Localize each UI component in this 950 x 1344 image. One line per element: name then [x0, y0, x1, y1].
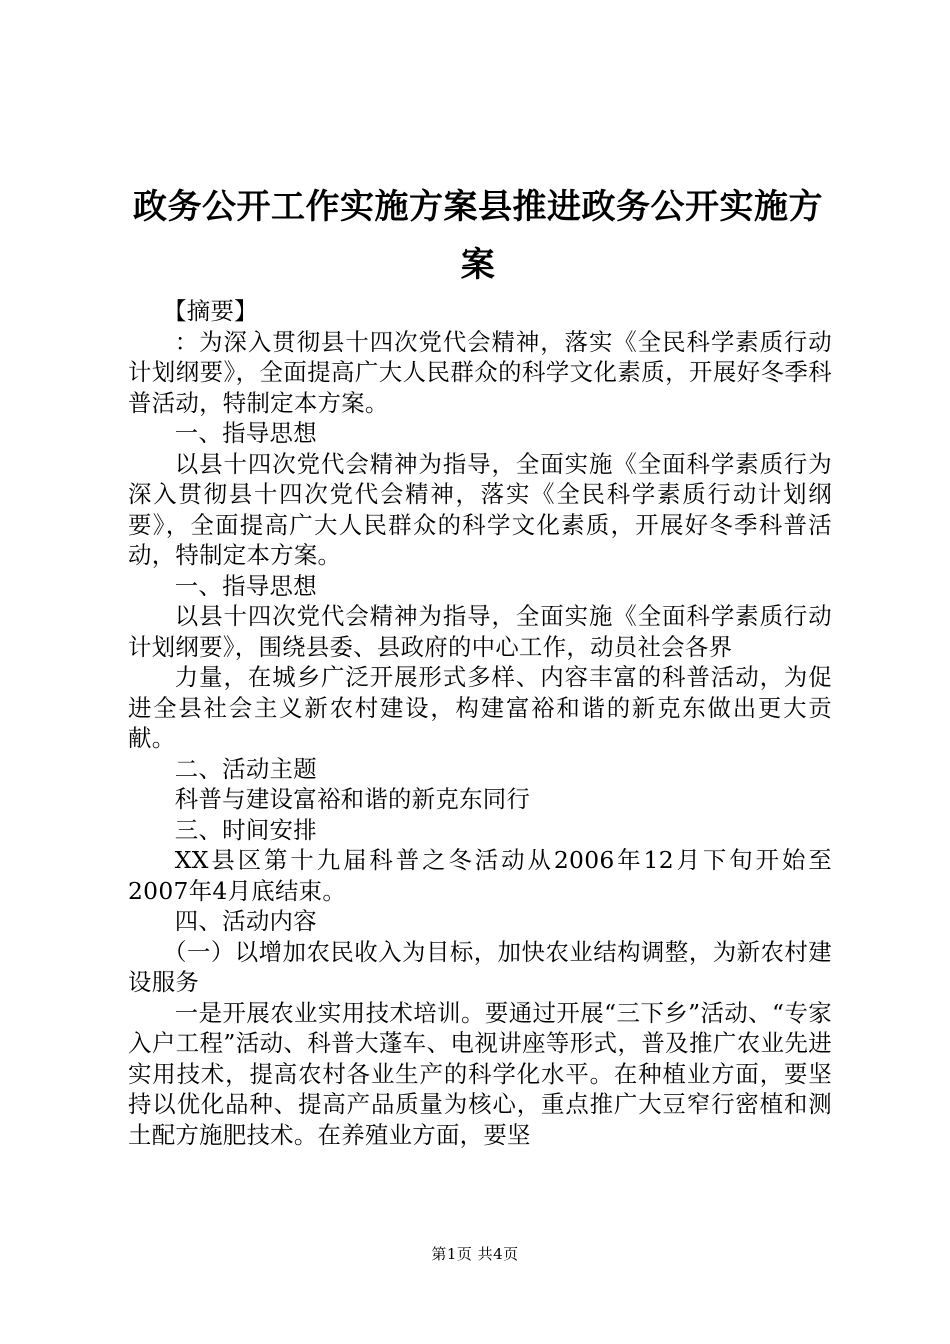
body-paragraph: 一、指导思想 [174, 571, 317, 600]
document-title: 政务公开工作实施方案县推进政务公开实施方案 [133, 187, 823, 285]
body-paragraph: 三、时间安排 [174, 815, 317, 844]
body-paragraph: 科普与建设富裕和谐的新克东同行 [174, 785, 531, 813]
body-paragraph: 四、活动内容 [174, 907, 317, 935]
body-paragraph: 【摘要】 [163, 297, 258, 325]
document-body [128, 296, 832, 1150]
body-paragraph: 二、活动主题 [174, 754, 317, 783]
body-paragraph: 力量，在城乡广泛开展形式多样、内容丰富的科普活动，为促进全县社会主义新农村建设，构建富裕和谐的新克东做出更大贡献。 [128, 663, 832, 752]
body-paragraph: XX县区第十九届科普之冬活动从2006年12月下旬开始至2007年4月底结束。 [128, 846, 832, 905]
body-paragraph: ：为深入贯彻县十四次党代会精神，落实《全民科学素质行动计划纲要》，全面提高广大人民群众的科学文化素质，开展好冬季科普活动，特制定本方案。 [128, 327, 832, 417]
body-paragraph: 一是开展农业实用技术培训。要通过开展“三下乡”活动、“专家入户工程”活动、科普大蓬车、电视讲座等形式，普及推广农业先进实用技术，提高农村各业生产的科学化水平。在种植业方面，要坚持以优化品种、提高产品质量为核心，重点推广大豆窄行密植和测土配方施肥技术。在养殖业方面，要坚 [128, 998, 832, 1149]
body-paragraph: （一）以增加农民收入为目标，加快农业结构调整，为新农村建设服务 [128, 937, 832, 996]
page-footer: 第1页 共4页 [431, 1245, 519, 1263]
body-paragraph: 以县十四次党代会精神为指导，全面实施《全面科学素质行动计划纲要》，围绕县委、县政府的中心工作，动员社会各界 [128, 602, 832, 661]
body-paragraph: 一、指导思想 [174, 419, 317, 447]
body-paragraph: 以县十四次党代会精神为指导，全面实施《全面科学素质行为深入贯彻县十四次党代会精神，落实《全民科学素质行动计划纲要》，全面提高广大人民群众的科学文化素质，开展好冬季科普活动，特制定本方案。 [128, 449, 832, 569]
